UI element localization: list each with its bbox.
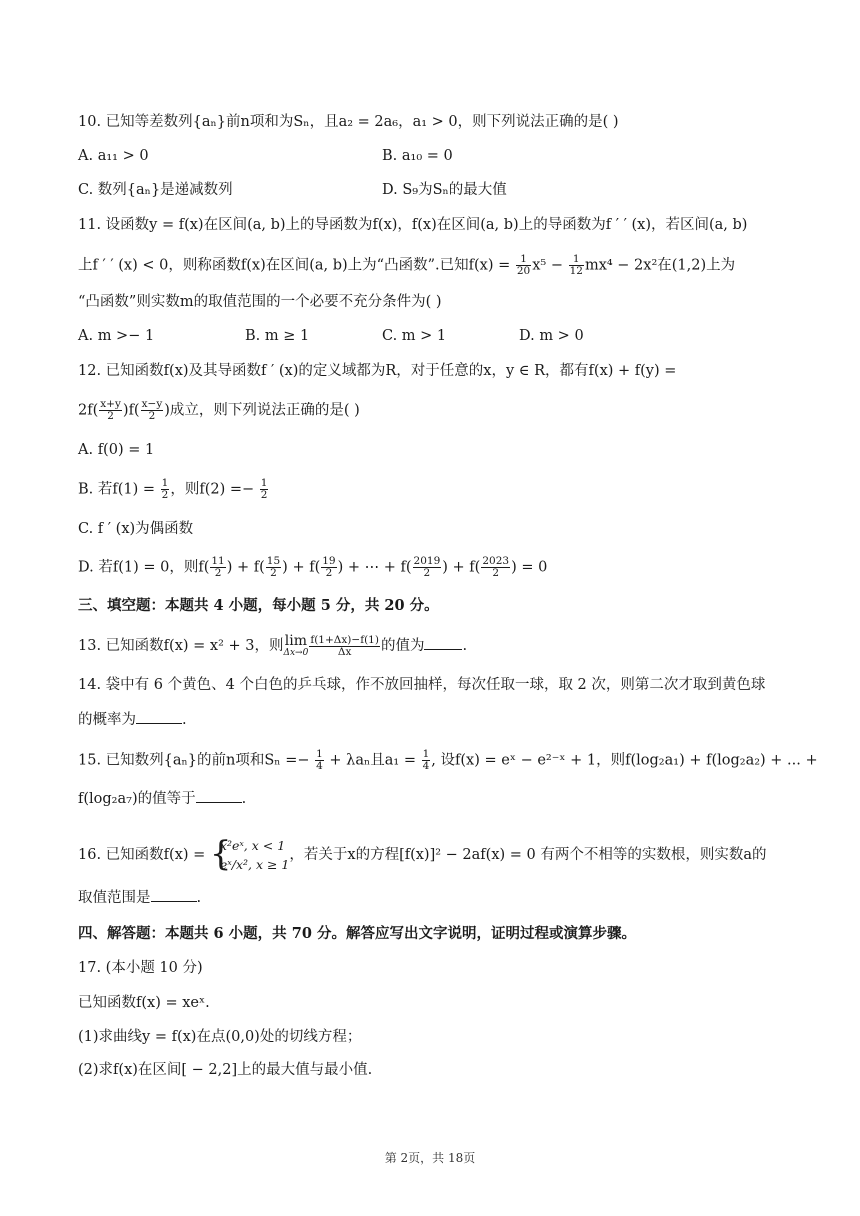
q12-d-frac2-den: 2 xyxy=(270,567,277,579)
q15-b: + λaₙ且a₁ = xyxy=(324,752,421,769)
section-3-heading: 三、填空题：本题共 4 小题，每小题 5 分，共 20 分。 xyxy=(78,597,439,614)
q12-d-frac-2 xyxy=(266,556,281,579)
q13-answer-blank xyxy=(424,637,462,650)
q12-d-end: ) = 0 xyxy=(511,559,548,576)
q17-stem: 已知函数f(x) = xeˣ. xyxy=(78,995,210,1011)
q12-line2 xyxy=(78,399,790,422)
q13-lim-text: lim xyxy=(284,633,308,649)
q16-b: ，若关于x的方程[f(x)]² − 2af(x) = 0 有两个不相等的实数根，则实数a的 xyxy=(289,847,767,863)
q15-line1 xyxy=(78,748,818,772)
q15-frac2-num: 1 xyxy=(422,748,430,760)
q15-frac2-den: 4 xyxy=(422,760,430,772)
q12-d-plus-2: ) + f( xyxy=(282,559,321,576)
q12-d-frac4-num: 2019 xyxy=(413,555,441,567)
q13-frac-num: f(1+Δx)−f(1) xyxy=(310,633,379,646)
q16-answer-blank xyxy=(151,889,197,902)
q15-line2: f(log₂a₇)的值等于 . xyxy=(78,791,247,807)
q12-d-frac5-num: 2023 xyxy=(482,555,510,567)
q11-frac2-num: 1 xyxy=(569,254,584,266)
q11-line3: “凸函数”则实数m的取值范围的一个必要不充分条件为( ) xyxy=(78,294,442,310)
q16-line2: 取值范围是 . xyxy=(78,890,202,906)
q11-option-c: C. m > 1 xyxy=(382,328,447,344)
q13: 13. 已知函数f(x) = x² + 3，则 lim Δx→0 $\frac{f(1+\Delta x)-f(1)}{\Delta x}$ 的值为 . xyxy=(78,633,468,658)
q12-option-b-b: ，则f(2) =− xyxy=(170,481,259,498)
q15-frac1-num: 1 xyxy=(316,748,323,760)
q12-b-frac1-num: 1 xyxy=(161,477,169,489)
q13-a: 13. 已知函数f(x) = x² + 3，则 xyxy=(78,638,284,654)
q11-line2-a: 上f ′ ′ (x) < 0，则称函数f(x)在区间(a, b)上为“凸函数”.已知f(x) = xyxy=(78,257,515,274)
q13-fraction xyxy=(309,635,380,658)
q11-fraction-1 xyxy=(516,254,531,277)
q11-line2-c: mx⁴ − 2x²在(1,2)上为 xyxy=(584,257,736,274)
q13-frac-den: Δx xyxy=(337,645,352,658)
q11-frac1-num: 1 xyxy=(516,254,531,266)
q15-c: , 设f(x) = eˣ − e²⁻ˣ + 1，则f(log₂a₁) + f(log₂a₂) + ... + xyxy=(431,752,818,769)
q12-fraction-1 xyxy=(99,399,122,422)
q17-part-1: (1)求曲线y = f(x)在点(0,0)处的切线方程； xyxy=(78,1029,362,1045)
q12-d-frac3-den: 2 xyxy=(325,567,333,579)
q10-stem: 10. 已知等差数列{aₙ}前n项和为Sₙ，且a₂ = 2a₆，a₁ > 0，则下列说法正确的是( ) xyxy=(78,114,619,130)
q12-fraction-2 xyxy=(141,399,164,422)
q12-d-dots: ) + ⋯ + f( xyxy=(337,559,412,576)
q12-option-a: A. f(0) = 1 xyxy=(78,442,155,458)
q16-a: 16. 已知函数f(x) = xyxy=(78,847,210,863)
q12-d-frac-4 xyxy=(413,556,442,579)
page-footer: 第 2页，共 18页 xyxy=(384,1151,476,1165)
q12-option-d-a: D. 若f(1) = 0，则f( xyxy=(78,559,210,576)
q12-option-b xyxy=(78,478,790,501)
q12-d-frac5-den: 2 xyxy=(492,567,500,579)
q12-d-frac2-num: 15 xyxy=(266,555,281,567)
q15-fraction-1 xyxy=(315,749,324,772)
q12-d-plus-1: ) + f( xyxy=(226,559,265,576)
q11-frac1-den: 20 xyxy=(516,265,531,277)
q12-d-plus-3: ) + f( xyxy=(442,559,481,576)
q11-line1: 11. 设函数y = f(x)在区间(a, b)上的导函数为f(x)，f(x)在区间(a, b)上的导函数为f ′ ′ (x)，若区间(a, b) xyxy=(78,217,748,233)
q14-answer-blank xyxy=(136,711,182,724)
q15-a: 15. 已知数列{aₙ}的前n项和Sₙ =− xyxy=(78,752,315,769)
q11-option-a: A. m >− 1 xyxy=(78,328,155,344)
q12-b-frac2-den: 2 xyxy=(260,489,268,501)
q12-b-frac1-den: 2 xyxy=(161,489,169,501)
q17-header: 17. (本小题 10 分) xyxy=(78,960,203,976)
q14-line2-text: 的概率为 xyxy=(78,712,136,728)
q15-answer-blank xyxy=(196,790,242,803)
q12-d-frac-5 xyxy=(481,556,510,579)
q11-line2 xyxy=(78,254,790,277)
q11-option-d: D. m > 0 xyxy=(519,328,584,344)
q11-option-b: B. m ≥ 1 xyxy=(245,328,310,344)
q12-d-frac-3 xyxy=(321,556,336,579)
q17-part-2: (2)求f(x)在区间[ − 2,2]上的最大值与最小值. xyxy=(78,1062,373,1078)
q15-line2-text: f(log₂a₇)的值等于 xyxy=(78,791,196,807)
q12-option-c: C. f ′ (x)为偶函数 xyxy=(78,521,194,537)
q12-frac2-num: x−y xyxy=(141,398,163,410)
q12-line2-c: )成立，则下列说法正确的是( ) xyxy=(164,402,360,419)
q12-frac1-num: x+y xyxy=(100,398,121,410)
q12-line2-b: )f( xyxy=(122,402,140,419)
q12-d-frac3-num: 19 xyxy=(322,555,336,567)
q12-b-frac2-num: 1 xyxy=(260,477,268,489)
q16-case-1: x²eˣ, x < 1 xyxy=(219,838,286,853)
section-4-heading: 四、解答题：本题共 6 小题，共 70 分。解答应写出文字说明，证明过程或演算步骤。 xyxy=(78,925,636,942)
q12-d-frac4-den: 2 xyxy=(423,567,431,579)
q12-line2-a: 2f( xyxy=(78,402,99,419)
q10-option-d: D. S₉为Sₙ的最大值 xyxy=(382,182,507,198)
q16-line1 xyxy=(78,836,790,874)
q12-frac1-den: 2 xyxy=(107,410,114,422)
q12-option-b-frac1 xyxy=(161,478,170,501)
q15-frac1-den: 4 xyxy=(316,760,323,772)
q15-fraction-2 xyxy=(422,749,431,772)
q11-line2-b: x⁵ − xyxy=(532,257,568,274)
q11-fraction-2 xyxy=(569,254,584,277)
q10-option-a: A. a₁₁ > 0 xyxy=(78,148,149,164)
q12-d-frac-1 xyxy=(210,556,225,579)
q14-line2: 的概率为 . xyxy=(78,712,187,728)
q12-option-d xyxy=(78,556,790,579)
q12-option-b-a: B. 若f(1) = xyxy=(78,481,160,498)
q13-lim-sub: Δx→0 xyxy=(283,648,309,658)
q12-frac2-den: 2 xyxy=(148,410,156,422)
q16-case-2: eˣ/x², x ≥ 1 xyxy=(219,857,290,872)
q13-limit xyxy=(283,634,308,658)
q10-option-b: B. a₁₀ = 0 xyxy=(382,148,453,164)
q13-b: 的值为 xyxy=(380,638,425,654)
q12-d-frac1-den: 2 xyxy=(214,567,222,579)
q16-brace: { xyxy=(209,834,232,874)
q14-line1: 14. 袋中有 6 个黄色、4 个白色的乒乓球，作不放回抽样，每次任取一球，取 2 次，则第二次才取到黄色球 xyxy=(78,677,766,693)
q16-piecewise xyxy=(210,836,289,874)
q12-line1: 12. 已知函数f(x)及其导函数f ′ (x)的定义域都为R，对于任意的x，y ∈ R，都有f(x) + f(y) = xyxy=(78,363,677,379)
q10-option-c: C. 数列{aₙ}是递减数列 xyxy=(78,182,233,198)
q12-option-b-frac2 xyxy=(260,478,269,501)
q11-frac2-den: 12 xyxy=(569,265,583,277)
q16-line2-text: 取值范围是 xyxy=(78,890,151,906)
q12-d-frac1-num: 11 xyxy=(211,555,225,567)
